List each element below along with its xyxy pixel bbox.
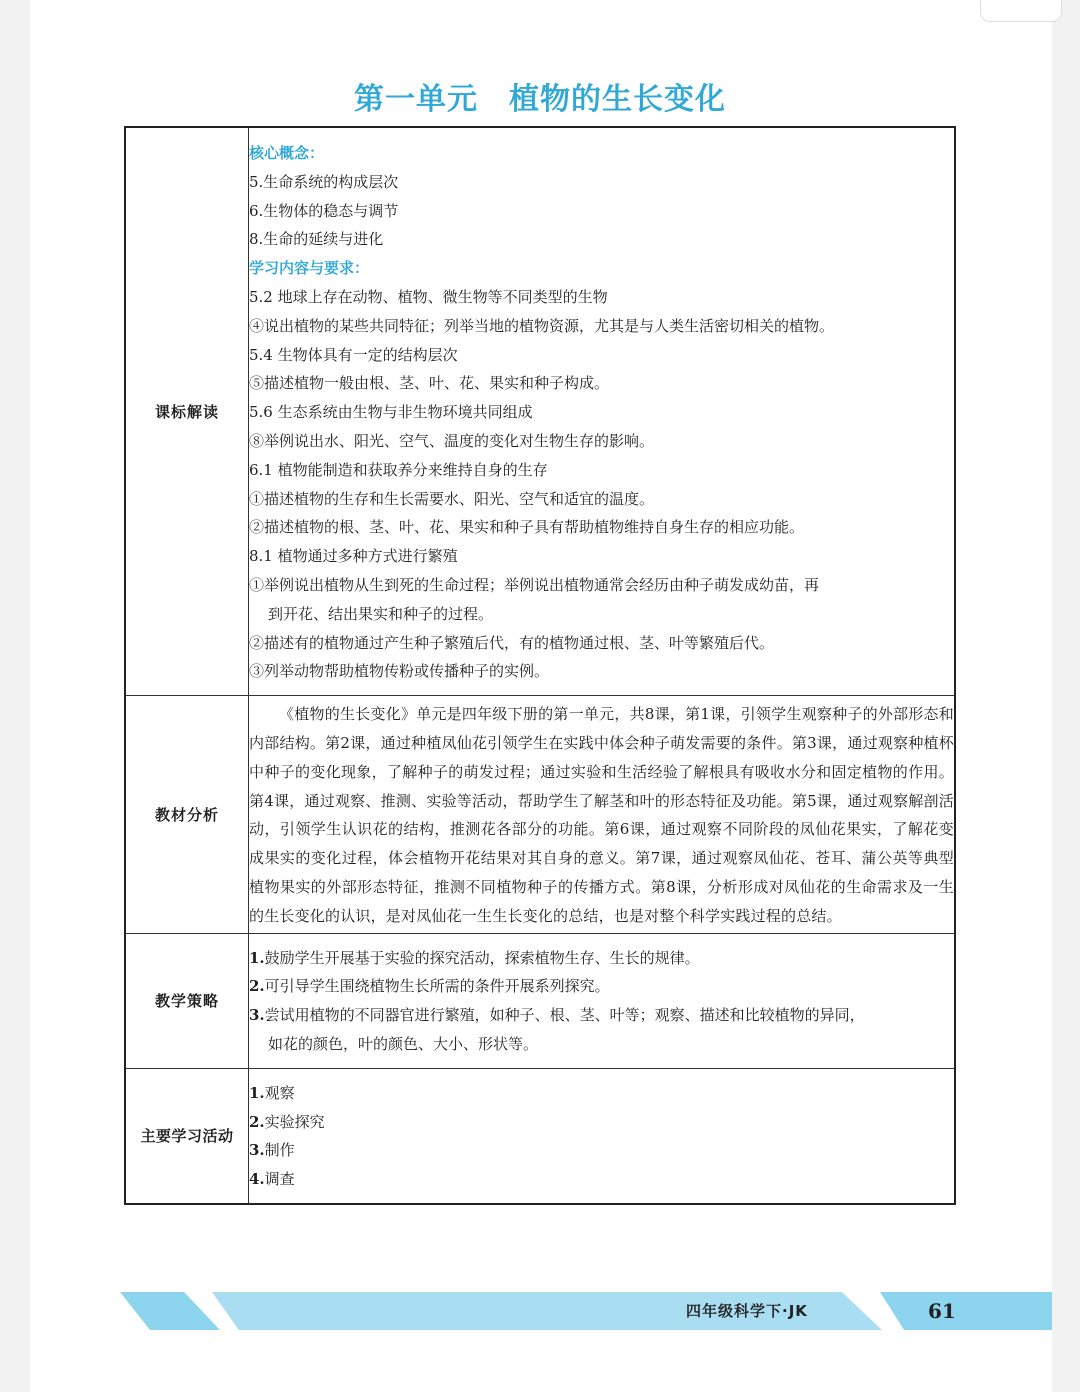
requirement-line: ①举例说出植物从生到死的生命过程；举例说出植物通常会经历由种子萌发成幼苗，再 bbox=[249, 575, 820, 594]
page-footer bbox=[120, 1292, 1052, 1330]
core-item: 6.生物体的稳态与调节 bbox=[249, 201, 399, 220]
row-activities bbox=[125, 1068, 955, 1204]
activity-item: 4.调查 bbox=[249, 1170, 295, 1189]
strategy-item: 2.可引导学生围绕植物生长所需的条件开展系列探究。 bbox=[249, 977, 610, 996]
analysis-paragraph: 《植物的生长变化》单元是四年级下册的第一单元，共8课，第1课，引领学生观察种子的外部形态和内部结构。第2课，通过种植凤仙花引领学生在实践中体会种子萌发需要的条件。第3课，通过观察种植杯中种子的变化现象，了解种子的萌发过程；通过实验和生活经验了解根具有吸收水分和固定植物的作用。第4课，通过观察、推测、实验等活动，帮助学生了解茎和叶的形态特征及功能。第5课，通过观察解剖活动，引领学生认识花的结构，推测花各部分的功能。第6课，通过观察不同阶段的凤仙花果实，了解花变成果实的变化过程，体会植物开花结果对其自身的意义。第7课，通过观察凤仙花、苍耳、蒲公英等典型植物果实的外部形态特征，推测不同植物种子的传播方式。第8课，分析形成对凤仙花的生命需求及一生的生长变化的认识，是对凤仙花一生生长变化的总结，也是对整个科学实践过程的总结。 bbox=[249, 705, 954, 925]
footer-book-title: 四年级科学下·JK bbox=[686, 1302, 808, 1320]
requirement-line: 8.1 植物通过多种方式进行繁殖 bbox=[249, 547, 458, 566]
label-analysis: 教材分析 bbox=[125, 696, 249, 933]
requirements-heading: 学习内容与要求： bbox=[249, 259, 370, 278]
label-strategy: 教学策略 bbox=[125, 933, 249, 1068]
activity-item: 3.制作 bbox=[249, 1141, 295, 1160]
cell-activities bbox=[249, 1068, 956, 1204]
requirement-line: ①描述植物的生存和生长需要水、阳光、空气和适宜的温度。 bbox=[249, 489, 655, 508]
strategy-item: 3.尝试用植物的不同器官进行繁殖，如种子、根、茎、叶等；观察、描述和比较植物的异同， bbox=[249, 1006, 865, 1025]
requirement-line: ⑧举例说出水、阳光、空气、温度的变化对生物生存的影响。 bbox=[249, 431, 655, 450]
core-item: 8.生命的延续与进化 bbox=[249, 230, 384, 249]
lesson-plan-table bbox=[124, 126, 956, 1205]
requirement-line: 5.2 地球上存在动物、植物、微生物等不同类型的生物 bbox=[249, 287, 608, 306]
unit-title: 第一单元 植物的生长变化 bbox=[354, 82, 726, 117]
corner-tab bbox=[980, 0, 1062, 22]
cell-standards bbox=[249, 127, 956, 696]
requirement-line: 到开花、结出果实和种子的过程。 bbox=[268, 604, 494, 623]
footer-stripe-left bbox=[120, 1292, 220, 1330]
footer-stripe-right bbox=[880, 1292, 1052, 1330]
row-standards bbox=[125, 127, 955, 696]
requirement-line: ②描述植物的根、茎、叶、花、果实和种子具有帮助植物维持自身生存的相应功能。 bbox=[249, 518, 805, 537]
label-standards: 课标解读 bbox=[125, 127, 249, 696]
activity-item: 1.观察 bbox=[249, 1083, 295, 1102]
requirement-line: ③列举动物帮助植物传粉或传播种子的实例。 bbox=[249, 662, 550, 681]
requirement-line: 5.6 生态系统由生物与非生物环境共同组成 bbox=[249, 403, 533, 422]
core-concept-heading: 核心概念： bbox=[249, 144, 325, 162]
cell-strategy bbox=[249, 933, 956, 1068]
row-analysis bbox=[125, 696, 955, 933]
requirement-line: 6.1 植物能制造和获取养分来维持自身的生存 bbox=[249, 460, 548, 479]
page-number: 61 bbox=[928, 1299, 956, 1323]
core-item: 5.生命系统的构成层次 bbox=[249, 172, 399, 191]
label-activities: 主要学习活动 bbox=[125, 1068, 249, 1204]
cell-analysis bbox=[249, 696, 956, 933]
strategy-item-continued: 如花的颜色，叶的颜色、大小、形状等。 bbox=[268, 1034, 539, 1053]
activity-item: 2.实验探究 bbox=[249, 1112, 325, 1131]
requirement-line: ④说出植物的某些共同特征；列举当地的植物资源，尤其是与人类生活密切相关的植物。 bbox=[249, 316, 835, 335]
requirement-line: ②描述有的植物通过产生种子繁殖后代，有的植物通过根、茎、叶等繁殖后代。 bbox=[249, 633, 775, 652]
row-strategy bbox=[125, 933, 955, 1068]
requirement-line: 5.4 生物体具有一定的结构层次 bbox=[249, 345, 458, 364]
requirement-line: ⑤描述植物一般由根、茎、叶、花、果实和种子构成。 bbox=[249, 374, 610, 393]
strategy-item: 1.鼓励学生开展基于实验的探究活动，探索植物生存、生长的规律。 bbox=[249, 948, 700, 967]
